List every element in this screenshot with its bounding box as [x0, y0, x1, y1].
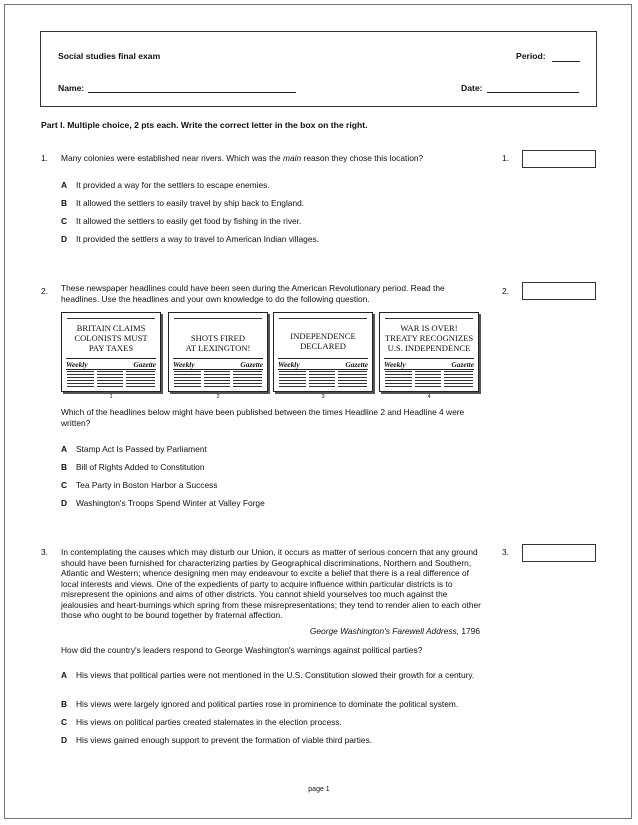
q3-option-a[interactable]: A His views that political parties were not mentioned in the U.S. Constitution slowed their growth for a century. [61, 670, 475, 680]
q2-option-b[interactable]: B Bill of Rights Added to Constitution [61, 462, 205, 472]
q1-option-b[interactable]: B It allowed the settlers to easily travel by ship back to England. [61, 198, 305, 208]
masthead: Weekly Gazette [66, 359, 156, 369]
headline-2-label: 2 [216, 394, 220, 400]
q1-option-d[interactable]: D It provided the settlers a way to travel to American Indian villages. [61, 234, 319, 244]
q1-option-c[interactable]: C It allowed the settlers to easily get food by fishing in the river. [61, 216, 302, 226]
page-number: page 1 [308, 786, 330, 793]
question-3-quote: In contemplating the causes which may disturb our Union, it occurs as matter of serious concern that any ground should have been furnished for characterizing parties by Geographical discriminations, Northern and Southern, Atlantic and Western; whence designing men may endeavour to excite a belief that there is a real difference of local interests and views. One of the expedients of party to acquire influence within particular districts is to misrepresent the opinions and aims of other districts. You cannot shield yourselves too much against the jealousies and heart-burnings which spring from these misrepresentations; they tend to render alien to each other those who ought to be bound together by fraternal affection. [61, 547, 481, 620]
q2-option-c[interactable]: C Tea Party in Boston Harbor a Success [61, 480, 218, 490]
question-2-prompt: Which of the headlines below might have been published between the times Headline 2 and Headline 4 were written? [61, 407, 465, 428]
answer-3-label: 3. [502, 547, 509, 557]
q1-option-a[interactable]: A It provided a way for the settlers to escape enemies. [61, 180, 270, 190]
masthead: Weekly Gazette [278, 359, 368, 369]
q3-option-d[interactable]: D His views gained enough support to prevent the formation of viable third parties. [61, 735, 373, 745]
newsprint-columns [67, 371, 155, 387]
answer-1-label: 1. [502, 153, 509, 163]
part1-instructions: Part I. Multiple choice, 2 pts each. Write the correct letter in the box on the right. [41, 120, 368, 130]
masthead: Weekly Gazette [384, 359, 474, 369]
newsprint-columns [174, 371, 262, 387]
q3-option-b[interactable]: B His views were largely ignored and political parties rose in prominence to dominate the political system. [61, 699, 459, 709]
question-2-text: These newspaper headlines could have been seen during the American Revolutionary period. Read the headlines. Use the headlines and your own knowledge to do the following question. [61, 283, 445, 304]
newsprint-columns [385, 371, 473, 387]
question-1-text: Many colonies were established near rivers. Which was the main reason they chose this location? [61, 153, 424, 163]
q3-option-c[interactable]: C His views on political parties created stalemates in the election process. [61, 717, 342, 727]
question-1-number: 1. [41, 153, 48, 163]
exam-title: Social studies final exam [58, 51, 161, 61]
headline-2-newspaper [168, 312, 268, 392]
name-field[interactable] [88, 92, 296, 93]
headline-4-label: 4 [427, 394, 431, 400]
headline-4-newspaper [379, 312, 479, 392]
period-label: Period: [516, 51, 546, 61]
answer-2-label: 2. [502, 286, 509, 296]
newsprint-columns [279, 371, 367, 387]
masthead: Weekly Gazette [173, 359, 263, 369]
headline-4-text: WAR IS OVER! TREATY RECOGNIZES U.S. INDEPENDENCE [384, 323, 474, 353]
headline-1-label: 1 [109, 394, 113, 400]
headline-3-label: 3 [321, 394, 325, 400]
date-label: Date: [461, 83, 483, 93]
question-2-number: 2. [41, 286, 48, 296]
exam-header [40, 31, 597, 107]
answer-2-box[interactable] [522, 282, 596, 300]
answer-3-box[interactable] [522, 544, 596, 562]
quote-source: George Washington's Farewell Address, 1796 [309, 626, 480, 636]
headline-3-newspaper [273, 312, 373, 392]
headline-1-newspaper [61, 312, 161, 392]
headline-2-text: SHOTS FIRED AT LEXINGTON! [185, 333, 251, 353]
headline-1-text: BRITAIN CLAIMS COLONISTS MUST PAY TAXES [74, 323, 148, 353]
q2-option-a[interactable]: A Stamp Act Is Passed by Parliament [61, 444, 207, 454]
question-3-prompt: How did the country's leaders respond to George Washington's warnings against political parties? [61, 645, 423, 655]
headline-3-text: INDEPENDENCE DECLARED [290, 331, 356, 351]
question-3-number: 3. [41, 547, 48, 557]
period-field[interactable] [552, 61, 580, 62]
answer-1-box[interactable] [522, 150, 596, 168]
date-field[interactable] [487, 92, 579, 93]
name-label: Name: [58, 83, 85, 93]
q2-option-d[interactable]: D Washington's Troops Spend Winter at Valley Forge [61, 498, 265, 508]
